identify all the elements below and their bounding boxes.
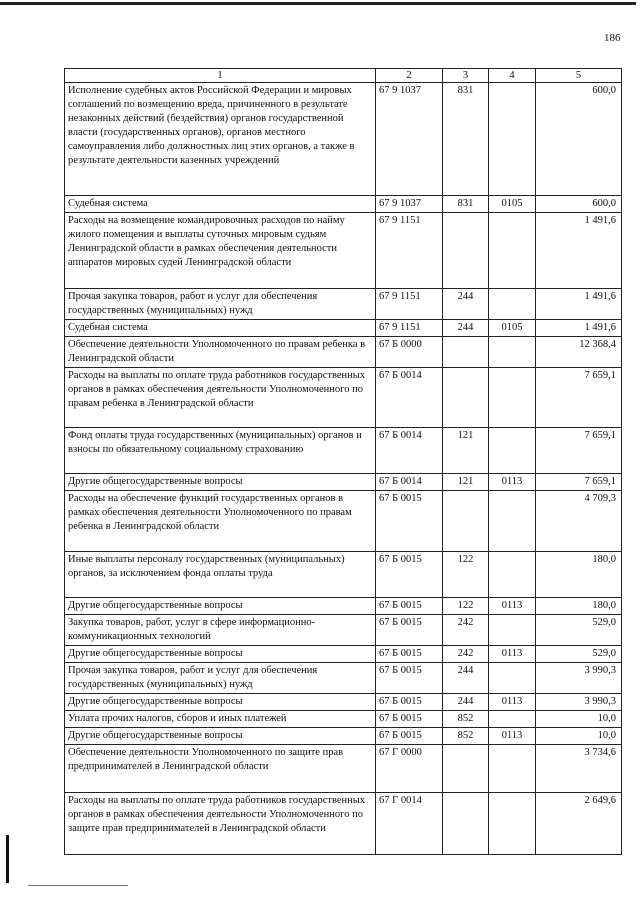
item-code: 67 Б 0015 bbox=[376, 615, 443, 646]
item-code: 67 Г 0000 bbox=[376, 745, 443, 793]
header-row bbox=[65, 69, 622, 83]
table-row bbox=[65, 368, 622, 428]
item-name: Расходы на обеспечение функций государственных органов в рамках обеспечения деятельности Уполномоченного по правам ребенка в Ленинградской области bbox=[65, 491, 376, 552]
item-name: Обеспечение деятельности Уполномоченного по защите прав предпринимателей в Ленинградской области bbox=[65, 745, 376, 793]
item-sum: 1 491,6 bbox=[536, 320, 622, 337]
item-sum: 600,0 bbox=[536, 83, 622, 196]
item-sum: 10,0 bbox=[536, 728, 622, 745]
table-row bbox=[65, 320, 622, 337]
item-rz bbox=[489, 289, 536, 320]
item-vr: 121 bbox=[443, 474, 489, 491]
header-cell: 4 bbox=[489, 69, 536, 83]
item-code: 67 9 1151 bbox=[376, 320, 443, 337]
item-vr: 244 bbox=[443, 320, 489, 337]
item-vr bbox=[443, 337, 489, 368]
item-rz bbox=[489, 428, 536, 474]
item-sum: 10,0 bbox=[536, 711, 622, 728]
item-sum: 529,0 bbox=[536, 646, 622, 663]
table-row bbox=[65, 337, 622, 368]
item-name: Прочая закупка товаров, работ и услуг для обеспечения государственных (муниципальных) нужд bbox=[65, 663, 376, 694]
table-row bbox=[65, 289, 622, 320]
item-sum: 3 990,3 bbox=[536, 663, 622, 694]
item-sum: 12 368,4 bbox=[536, 337, 622, 368]
item-rz bbox=[489, 711, 536, 728]
item-name: Судебная система bbox=[65, 196, 376, 213]
item-rz: 0105 bbox=[489, 320, 536, 337]
item-name: Другие общегосударственные вопросы bbox=[65, 474, 376, 491]
item-code: 67 Б 0015 bbox=[376, 552, 443, 598]
item-vr bbox=[443, 213, 489, 289]
item-sum: 4 709,3 bbox=[536, 491, 622, 552]
item-vr: 121 bbox=[443, 428, 489, 474]
table-row bbox=[65, 552, 622, 598]
item-sum: 529,0 bbox=[536, 615, 622, 646]
item-name: Закупка товаров, работ, услуг в сфере информационно-коммуникационных технологий bbox=[65, 615, 376, 646]
item-name: Расходы на выплаты по оплате труда работников государственных органов в рамках обеспечения деятельности Уполномоченного по защите прав предпринимателей в Ленинградской области bbox=[65, 793, 376, 855]
item-code: 67 Б 0015 bbox=[376, 663, 443, 694]
top-border-line bbox=[0, 2, 636, 5]
item-name: Другие общегосударственные вопросы bbox=[65, 728, 376, 745]
table-row bbox=[65, 694, 622, 711]
item-rz bbox=[489, 615, 536, 646]
item-sum: 7 659,1 bbox=[536, 474, 622, 491]
page-number: 186 bbox=[604, 32, 621, 44]
item-sum: 2 649,6 bbox=[536, 793, 622, 855]
item-sum: 1 491,6 bbox=[536, 213, 622, 289]
item-code: 67 9 1151 bbox=[376, 213, 443, 289]
item-rz: 0105 bbox=[489, 196, 536, 213]
table-row bbox=[65, 646, 622, 663]
item-sum: 3 734,6 bbox=[536, 745, 622, 793]
item-vr: 831 bbox=[443, 196, 489, 213]
item-sum: 7 659,1 bbox=[536, 368, 622, 428]
item-name: Иные выплаты персоналу государственных (муниципальных) органов, за исключением фонда оплаты труда bbox=[65, 552, 376, 598]
scan-margin-mark bbox=[6, 835, 9, 883]
header-cell: 3 bbox=[443, 69, 489, 83]
item-name: Другие общегосударственные вопросы bbox=[65, 694, 376, 711]
table-row bbox=[65, 745, 622, 793]
item-rz bbox=[489, 83, 536, 196]
table-row bbox=[65, 728, 622, 745]
item-code: 67 9 1151 bbox=[376, 289, 443, 320]
item-code: 67 Б 0015 bbox=[376, 728, 443, 745]
item-code: 67 Б 0015 bbox=[376, 711, 443, 728]
table-row bbox=[65, 663, 622, 694]
item-vr: 852 bbox=[443, 728, 489, 745]
table-row bbox=[65, 83, 622, 196]
item-sum: 180,0 bbox=[536, 552, 622, 598]
table-row bbox=[65, 598, 622, 615]
item-name: Исполнение судебных актов Российской Федерации и мировых соглашений по возмещению вреда, причиненного в результате незаконных действий (бездействия) органов государственной власти (государственных органов), органов местного самоуправления либо должностных лиц этих органов, а также в результате деятельности казенных учреждений bbox=[65, 83, 376, 196]
item-rz bbox=[489, 745, 536, 793]
item-name: Фонд оплаты труда государственных (муниципальных) органов и взносы по обязательному социальному страхованию bbox=[65, 428, 376, 474]
item-rz bbox=[489, 663, 536, 694]
item-code: 67 Б 0000 bbox=[376, 337, 443, 368]
item-name: Расходы на выплаты по оплате труда работников государственных органов в рамках обеспечения деятельности Уполномоченного по правам ребенка в Ленинградской области bbox=[65, 368, 376, 428]
table-row bbox=[65, 428, 622, 474]
item-sum: 7 659,1 bbox=[536, 428, 622, 474]
item-code: 67 Б 0015 bbox=[376, 646, 443, 663]
header-cell: 2 bbox=[376, 69, 443, 83]
item-name: Расходы на возмещение командировочных расходов по найму жилого помещения и выплаты суточных мировым судьям Ленинградской области в рамках обеспечения деятельности аппаратов мировых судей Ленинградской области bbox=[65, 213, 376, 289]
item-rz bbox=[489, 213, 536, 289]
item-rz: 0113 bbox=[489, 728, 536, 745]
item-vr bbox=[443, 793, 489, 855]
table-row bbox=[65, 491, 622, 552]
table-row bbox=[65, 213, 622, 289]
item-vr: 242 bbox=[443, 615, 489, 646]
item-code: 67 Б 0015 bbox=[376, 694, 443, 711]
item-rz bbox=[489, 491, 536, 552]
item-rz: 0113 bbox=[489, 474, 536, 491]
item-sum: 180,0 bbox=[536, 598, 622, 615]
item-code: 67 Б 0015 bbox=[376, 598, 443, 615]
header-cell: 1 bbox=[65, 69, 376, 83]
item-code: 67 Б 0014 bbox=[376, 474, 443, 491]
item-vr: 244 bbox=[443, 663, 489, 694]
footnote-rule bbox=[28, 885, 128, 886]
item-sum: 1 491,6 bbox=[536, 289, 622, 320]
item-vr bbox=[443, 745, 489, 793]
item-rz bbox=[489, 337, 536, 368]
table-row bbox=[65, 196, 622, 213]
item-rz: 0113 bbox=[489, 646, 536, 663]
item-name: Уплата прочих налогов, сборов и иных платежей bbox=[65, 711, 376, 728]
table-row bbox=[65, 474, 622, 491]
budget-table bbox=[64, 68, 622, 855]
item-vr: 242 bbox=[443, 646, 489, 663]
item-rz bbox=[489, 552, 536, 598]
item-vr: 122 bbox=[443, 552, 489, 598]
item-vr bbox=[443, 368, 489, 428]
item-sum: 600,0 bbox=[536, 196, 622, 213]
item-vr: 122 bbox=[443, 598, 489, 615]
item-code: 67 Б 0014 bbox=[376, 428, 443, 474]
item-name: Другие общегосударственные вопросы bbox=[65, 598, 376, 615]
table-row bbox=[65, 615, 622, 646]
item-name: Прочая закупка товаров, работ и услуг для обеспечения государственных (муниципальных) нужд bbox=[65, 289, 376, 320]
item-rz bbox=[489, 368, 536, 428]
item-code: 67 9 1037 bbox=[376, 83, 443, 196]
item-vr: 831 bbox=[443, 83, 489, 196]
item-name: Другие общегосударственные вопросы bbox=[65, 646, 376, 663]
item-vr: 244 bbox=[443, 694, 489, 711]
header-cell: 5 bbox=[536, 69, 622, 83]
item-code: 67 Б 0014 bbox=[376, 368, 443, 428]
table-row bbox=[65, 793, 622, 855]
item-vr: 852 bbox=[443, 711, 489, 728]
item-rz: 0113 bbox=[489, 598, 536, 615]
table-row bbox=[65, 711, 622, 728]
item-rz: 0113 bbox=[489, 694, 536, 711]
item-vr: 244 bbox=[443, 289, 489, 320]
item-name: Судебная система bbox=[65, 320, 376, 337]
item-rz bbox=[489, 793, 536, 855]
item-code: 67 9 1037 bbox=[376, 196, 443, 213]
item-code: 67 Г 0014 bbox=[376, 793, 443, 855]
item-code: 67 Б 0015 bbox=[376, 491, 443, 552]
item-vr bbox=[443, 491, 489, 552]
item-sum: 3 990,3 bbox=[536, 694, 622, 711]
item-name: Обеспечение деятельности Уполномоченного по правам ребенка в Ленинградской области bbox=[65, 337, 376, 368]
